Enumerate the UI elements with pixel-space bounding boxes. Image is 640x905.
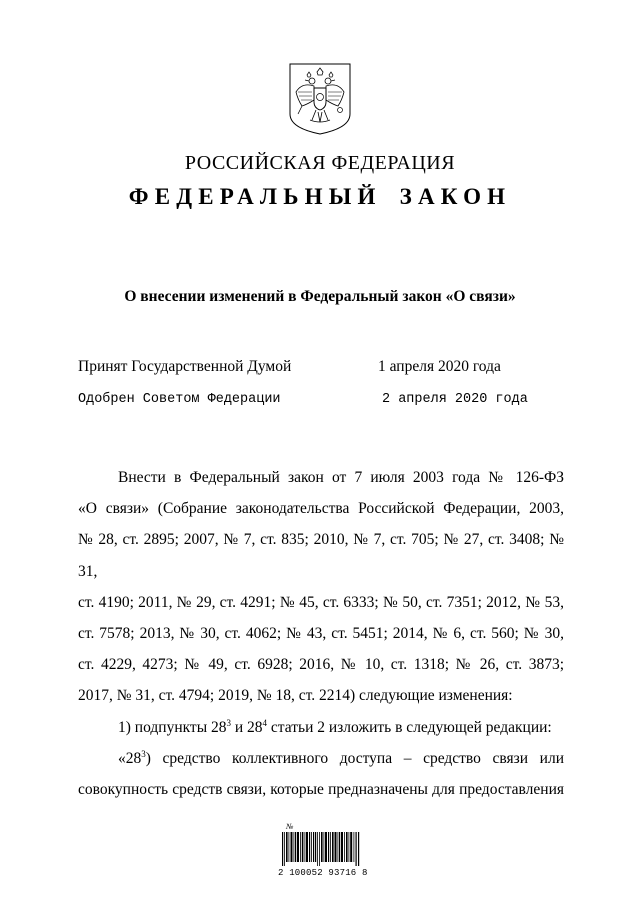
document-barcode: [278, 822, 368, 882]
body-line: ст. 4190; 2011, № 29, ст. 4291; № 45, ст. 6333; № 50, ст. 7351; 2012, № 53,: [78, 593, 564, 611]
document-type-word-federal: ФЕДЕРАЛЬНЫЙ: [128, 184, 382, 209]
document-type-word-law: ЗАКОН: [399, 184, 512, 209]
superscript: 3: [226, 717, 231, 728]
amendment-item-1-text: и 28: [231, 718, 263, 736]
barcode-bars-icon: [282, 832, 360, 866]
amendment-item-1-text: 1) подпункты 28: [118, 718, 227, 736]
quoted-definition-text: «28: [118, 749, 142, 767]
document-type-heading: [0, 184, 640, 210]
superscript: 3: [141, 748, 146, 759]
barcode-mark: №: [286, 822, 294, 831]
coat-of-arms-emblem-icon: [288, 62, 352, 136]
body-line: Внести в Федеральный закон от 7 июля 2003 года № 126-ФЗ: [118, 469, 564, 486]
body-line: «О связи» (Собрание законодательства Российской Федерации, 2003,: [78, 500, 564, 518]
body-line: ст. 4229, 4273; № 49, ст. 6928; 2016, № 10, ст. 1318; № 26, ст. 3873;: [78, 656, 564, 674]
amendment-item-1-text: статьи 2 изложить в следующей редакции:: [267, 718, 552, 736]
quoted-definition-line: совокупность средств связи, которые предназначены для предоставления: [78, 781, 564, 799]
council-approval-label: Одобрен Советом Федерации: [78, 392, 281, 407]
duma-adoption-label: Принят Государственной Думой: [78, 358, 292, 375]
barcode-number: 2 100052 93716 8: [278, 868, 368, 878]
law-title: О внесении изменений в Федеральный закон «О связи»: [124, 288, 516, 305]
superscript: 4: [262, 717, 268, 728]
body-line: № 28, ст. 2895; 2007, № 7, ст. 835; 2010, № 7, ст. 705; № 27, ст. 3408; № 31,: [78, 531, 564, 580]
duma-adoption-date: 1 апреля 2020 года: [378, 358, 501, 375]
law-body-text: [78, 462, 564, 805]
country-heading: РОССИЙСКАЯ ФЕДЕРАЦИЯ: [184, 152, 456, 174]
amendment-item-1: [78, 712, 564, 743]
body-line: 2017, № 31, ст. 4794; 2019, № 18, ст. 2214) следующие изменения:: [78, 687, 513, 705]
quoted-definition-text: ) средство коллективного доступа – средство связи или: [145, 749, 564, 767]
body-line: ст. 7578; 2013, № 30, ст. 4062; № 43, ст. 5451; 2014, № 6, ст. 560; № 30,: [78, 625, 564, 643]
council-approval-date: 2 апреля 2020 года: [382, 392, 528, 407]
quoted-definition-line: [78, 743, 564, 774]
